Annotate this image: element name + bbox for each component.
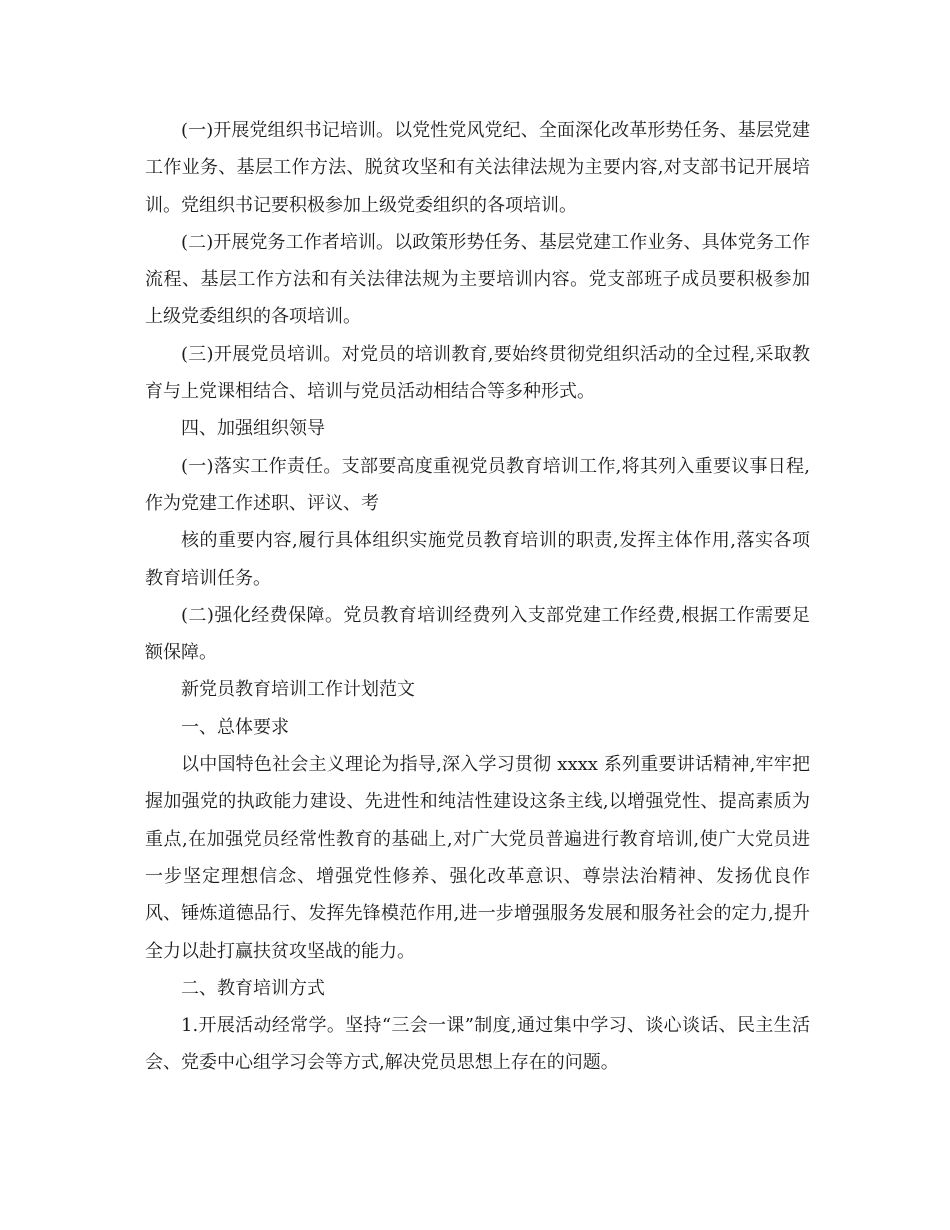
- paragraph-work-responsibility: (一)落实工作责任。支部要高度重视党员教育培训工作,将其列入重要议事日程,作为党建工作述职、评议、考: [145, 455, 810, 514]
- paragraph-party-worker-training: (二)开展党务工作者培训。以政策形势任务、基层党建工作业务、具体党务工作流程、基层工作方法和有关法律法规为主要培训内容。党支部班子成员要积极参加上级党委组织的各项培训。: [145, 231, 810, 328]
- heading-general-requirements: 一、总体要求: [181, 716, 289, 738]
- document-body: [145, 112, 810, 1082]
- paragraph-member-training: (三)开展党员培训。对党员的培训教育,要始终贯彻党组织活动的全过程,采取教育与上党课相结合、培训与党员活动相结合等多种形式。: [145, 343, 810, 403]
- heading-training-methods: 二、教育培训方式: [181, 977, 325, 999]
- paragraph-secretary-training: (一)开展党组织书记培训。以党性党风党纪、全面深化改革形势任务、基层党建工作业务、基层工作方法、脱贫攻坚和有关法律法规为主要内容,对支部书记开展培训。党组织书记要积极参加上级党委组织的各项培训。: [145, 120, 810, 216]
- paragraph-general-requirements: 以中国特色社会主义理论为指导,深入学习贯彻 xxxx 系列重要讲话精神,牢牢把握加强党的执政能力建设、先进性和纯洁性建设这条主线,以增强党性、提高素质为重点,在加强党员经常性教育的基础上,对广大党员普遍进行教育培训,使广大党员进一步坚定理想信念、增强党性修养、强化改革意识、尊崇法治精神、发扬优良作风、锤炼道德品行、发挥先锋模范作用,进一步增强服务发展和服务社会的定力,提升全力以赴打赢扶贫攻坚战的能力。: [145, 754, 810, 962]
- heading-strengthen-leadership: 四、加强组织领导: [181, 418, 325, 440]
- heading-plan-title: 新党员教育培训工作计划范文: [181, 679, 415, 701]
- paragraph-work-responsibility-continued: 核的重要内容,履行具体组织实施党员教育培训的职责,发挥主体作用,落实各项教育培训任务。: [145, 530, 810, 589]
- paragraph-funding-guarantee: (二)强化经费保障。党员教育培训经费列入支部党建工作经费,根据工作需要足额保障。: [145, 604, 810, 664]
- paragraph-activity-learning: 1.开展活动经常学。坚持“三会一课”制度,通过集中学习、谈心谈话、民主生活会、党委中心组学习会等方式,解决党员思想上存在的问题。: [145, 1015, 810, 1074]
